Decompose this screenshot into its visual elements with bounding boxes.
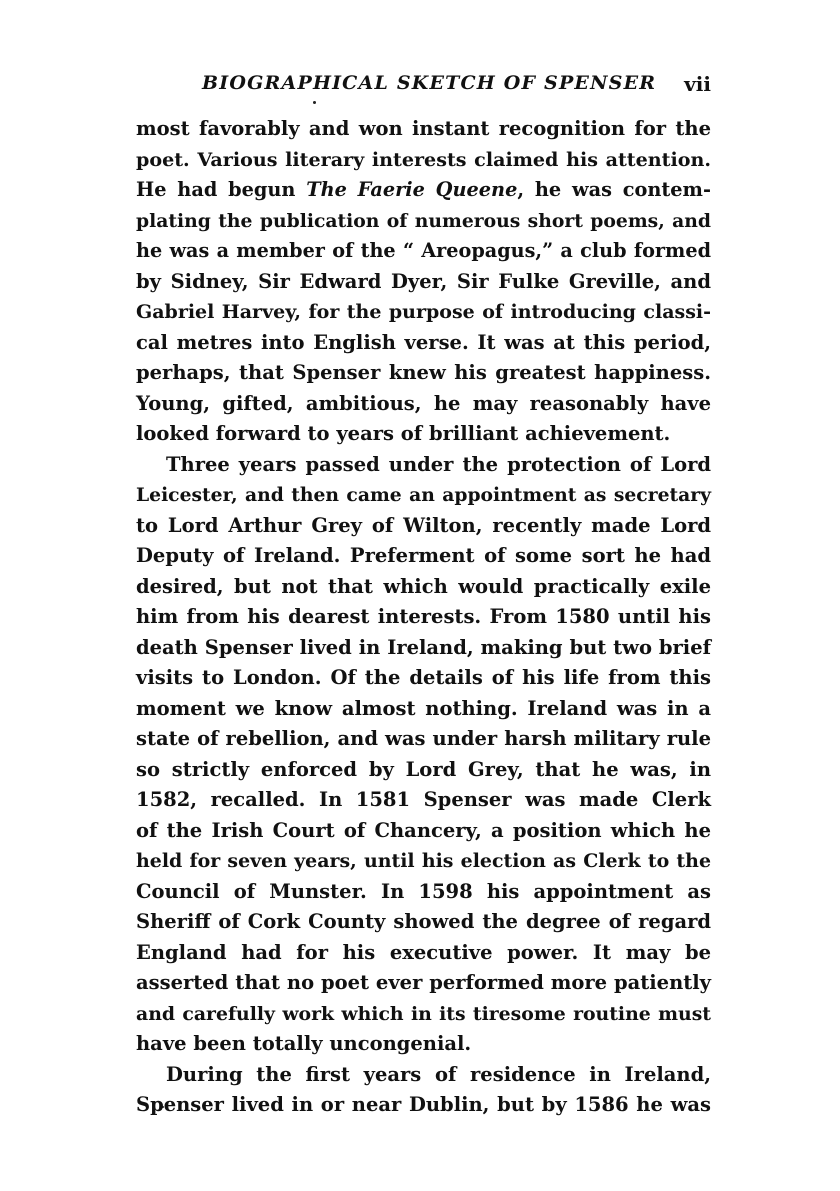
text-line: most favorably and won instant recognition for the (136, 117, 711, 140)
text-line: He had begun The Faerie Queene, he was contem- (136, 178, 711, 201)
text-line: desired, but not that which would practically exile (136, 574, 711, 598)
text-line: Leicester, and then came an appointment as secretary (136, 484, 711, 506)
print-speck (313, 101, 316, 104)
text-line: Spenser lived in or near Dublin, but by 1586 he was (136, 1093, 711, 1116)
text-line: state of rebellion, and was under harsh military rule (136, 727, 711, 750)
text-line: death Spenser lived in Ireland, making but two brief (136, 635, 711, 659)
text-line: England had for his executive power. It may be (136, 940, 711, 964)
running-head (136, 72, 711, 102)
text-line: of the Irish Court of Chancery, a position which he (136, 818, 711, 842)
text-line: by Sidney, Sir Edward Dyer, Sir Fulke Greville, and (136, 269, 711, 293)
running-title: BIOGRAPHICAL SKETCH OF SPENSER (202, 72, 657, 94)
body-text (136, 114, 711, 1121)
text-line: visits to London. Of the details of his life from this (136, 666, 711, 689)
text-line: Council of Munster. In 1598 his appointment as (136, 879, 711, 903)
text-line: looked forward to years of brilliant achievement. (136, 422, 671, 445)
text-line: plating the publication of numerous short poems, and (136, 209, 711, 232)
text-line: to Lord Arthur Grey of Wilton, recently made Lord (136, 513, 711, 537)
text-line: have been totally uncongenial. (136, 1032, 472, 1055)
text-line: asserted that no poet ever performed more patiently (136, 971, 711, 994)
text-line: he was a member of the “ Areopagus,” a club formed (136, 239, 711, 262)
text-line: Gabriel Harvey, for the purpose of introducing classi- (136, 301, 711, 323)
text-line: cal metres into English verse. It was at this period, (136, 330, 711, 354)
text-line: Three years passed under the protection of Lord (166, 452, 711, 476)
text-line: Deputy of Ireland. Preferment of some sort he had (136, 544, 711, 567)
text-line: perhaps, that Spenser knew his greatest happiness. (136, 361, 711, 384)
text-line: him from his dearest interests. From 1580 until his (136, 605, 711, 628)
text-line: held for seven years, until his election as Clerk to the (136, 850, 711, 872)
text-line: so strictly enforced by Lord Grey, that he was, in (136, 757, 711, 781)
text-line: moment we know almost nothing. Ireland was in a (136, 696, 711, 720)
text-line: During the first years of residence in Ireland, (166, 1062, 711, 1086)
text-line: Sheriff of Cork County showed the degree of regard (136, 910, 711, 933)
text-line: poet. Various literary interests claimed his attention. (136, 147, 711, 171)
page-number: vii (684, 72, 711, 96)
text-line: Young, gifted, ambitious, he may reasonably have (136, 391, 711, 415)
book-title: The Faerie Queene (306, 178, 518, 201)
text-line: 1582, recalled. In 1581 Spenser was made Clerk (136, 788, 711, 811)
text-line: and carefully work which in its tiresome routine must (136, 1002, 711, 1025)
